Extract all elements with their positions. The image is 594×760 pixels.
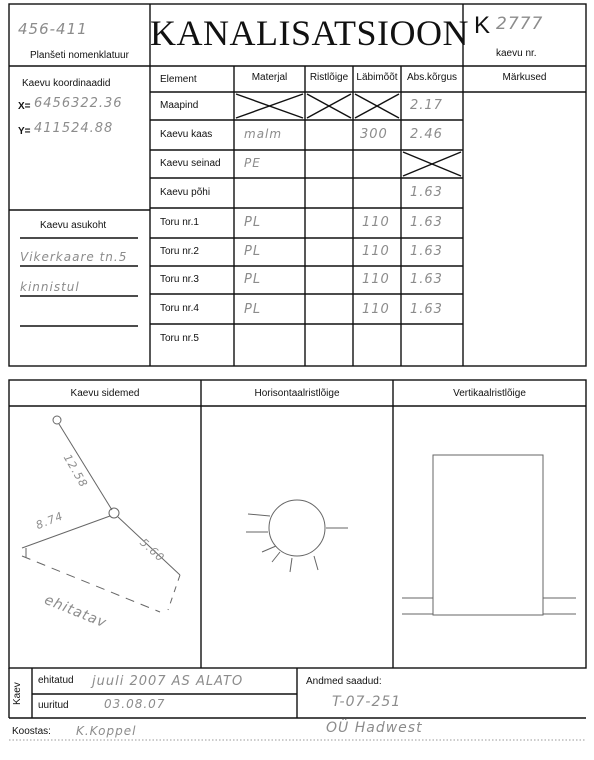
coordinates-label: Kaevu koordinaadid <box>22 78 111 89</box>
y-value: 411524.88 <box>34 121 114 136</box>
row-abs-height: 1.63 <box>410 185 443 200</box>
col-abs-height: Abs.kõrgus <box>406 72 458 83</box>
author-value: K.Koppel <box>76 724 137 738</box>
row-element: Toru nr.3 <box>160 274 199 285</box>
row-abs-height: 2.46 <box>410 127 443 142</box>
row-material: PL <box>244 272 262 287</box>
row-abs-height: 2.17 <box>410 98 443 113</box>
row-abs-height: 1.63 <box>410 215 443 230</box>
row-element: Kaevu põhi <box>160 187 211 198</box>
row-diameter: 110 <box>362 302 390 317</box>
row-diameter: 110 <box>362 244 390 259</box>
row-material: PE <box>244 156 261 170</box>
col-cross-section: Ristlõige <box>309 72 349 83</box>
col-material: Materjal <box>251 72 288 83</box>
sketch-note: ehitatav <box>42 592 110 632</box>
sheet-label: Planšeti nomenklatuur <box>30 50 129 61</box>
dim-right: 5.60 <box>137 536 168 565</box>
vertical-section-label: Vertikaalristlõige <box>453 388 526 399</box>
page-title: KANALISATSIOON <box>150 13 469 53</box>
dim-top: 12.58 <box>60 452 91 491</box>
row-material: PL <box>244 302 262 317</box>
col-diameter: Läbimõõt <box>356 72 398 83</box>
well-number: 2777 <box>496 14 544 34</box>
row-abs-height: 1.63 <box>410 302 443 317</box>
row-element: Maapind <box>160 100 199 111</box>
row-abs-height: 1.63 <box>410 272 443 287</box>
vertical-section-sketch <box>402 455 576 615</box>
row-material: PL <box>244 244 262 259</box>
dim-left: 8.74 <box>34 509 66 533</box>
data-label: Andmed saadud: <box>306 676 382 687</box>
well-number-label: kaevu nr. <box>496 48 537 59</box>
row-diameter: 110 <box>362 272 390 287</box>
built-label: ehitatud <box>38 675 74 686</box>
author-label: Koostas: <box>12 726 51 737</box>
row-element: Toru nr.5 <box>160 333 199 344</box>
row-element: Kaevu seinad <box>160 158 221 169</box>
x-value: 6456322.36 <box>34 96 123 111</box>
row-material: malm <box>244 127 283 141</box>
location-line1: Vikerkaare tn.5 <box>20 250 128 264</box>
row-element: Kaevu kaas <box>160 129 213 140</box>
row-abs-height: 1.63 <box>410 244 443 259</box>
col-notes: Märkused <box>502 72 547 83</box>
surveyed-label: uuritud <box>38 700 69 711</box>
data-value-2: OÜ Hadwest <box>326 720 423 736</box>
data-value-1: T-07-251 <box>332 694 402 710</box>
location-label: Kaevu asukoht <box>40 220 107 231</box>
row-element: Toru nr.1 <box>160 217 199 228</box>
y-label: Y= <box>18 126 31 137</box>
row-diameter: 110 <box>362 215 390 230</box>
row-element: Toru nr.4 <box>160 303 199 314</box>
surveyed-value: 03.08.07 <box>104 697 166 711</box>
horizontal-section-label: Horisontaalristlõige <box>254 388 340 399</box>
connections-label: Kaevu sidemed <box>70 388 140 399</box>
row-diameter: 300 <box>360 127 388 142</box>
sheet-number: 456-411 <box>18 20 88 38</box>
horizontal-section-sketch <box>246 500 348 572</box>
row-element: Toru nr.2 <box>160 246 199 257</box>
col-element: Element <box>160 74 197 85</box>
row-material: PL <box>244 215 262 230</box>
location-line2: kinnistul <box>20 280 80 294</box>
prefix-letter: K <box>474 12 491 39</box>
x-label: X= <box>18 101 31 112</box>
side-label: Kaev <box>12 682 23 705</box>
built-value: juuli 2007 AS ALATO <box>92 674 244 689</box>
